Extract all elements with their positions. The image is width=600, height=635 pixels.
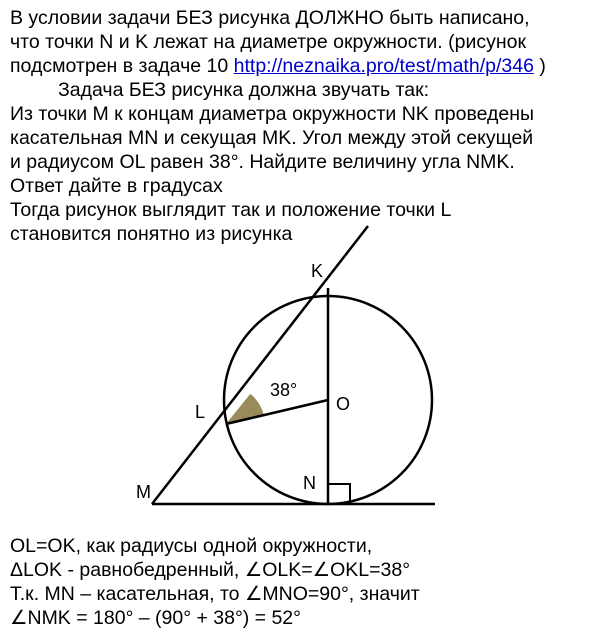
label-l: L: [195, 402, 206, 422]
solution-line-2: ΔLOK - равнобедренный, ∠OLK=∠OKL=38°: [10, 559, 411, 581]
label-o: O: [336, 394, 351, 414]
task-line-4: Ответ дайте в градусах: [10, 175, 223, 197]
solution-line-3: Т.к. MN – касательная, то ∠MNO=90°, значит: [10, 583, 420, 605]
task-line-3: и радиусом OL равен 38°. Найдите величину угла NMK.: [10, 151, 515, 173]
task-heading: Задача БЕЗ рисунка должна звучать так:: [58, 79, 430, 101]
reference-link[interactable]: http://neznaika.pro/test/math/p/346: [233, 55, 534, 77]
task-line-2: касательная MN и секущая MK. Угол между этой секущей: [10, 127, 534, 149]
intro-line-3-prefix: подсмотрен в задаче 10: [10, 55, 229, 77]
solution-line-1: OL=OK, как радиусы одной окружности,: [10, 535, 373, 557]
task-line-1: Из точки M к концам диаметра окружности NK проведены: [10, 103, 535, 125]
task-line-5: Тогда рисунок выглядит так и положение точки L: [10, 199, 452, 221]
right-angle-marker: [328, 484, 350, 504]
secant-line-mk: [152, 226, 368, 504]
label-n: N: [303, 473, 316, 493]
task-line-6: становится понятно из рисунка: [10, 223, 293, 245]
intro-line-1: В условии задачи БЕЗ рисунка ДОЛЖНО быть написано,: [10, 7, 530, 29]
intro-line-2: что точки N и K лежат на диаметре окружности. (рисунок: [10, 31, 527, 53]
label-k: K: [311, 261, 324, 281]
label-m: M: [136, 482, 151, 502]
intro-line-3-suffix: ): [539, 55, 546, 77]
solution-line-4: ∠NMK = 180° – (90° + 38°) = 52°: [10, 607, 301, 629]
angle-label: 38°: [270, 380, 298, 400]
